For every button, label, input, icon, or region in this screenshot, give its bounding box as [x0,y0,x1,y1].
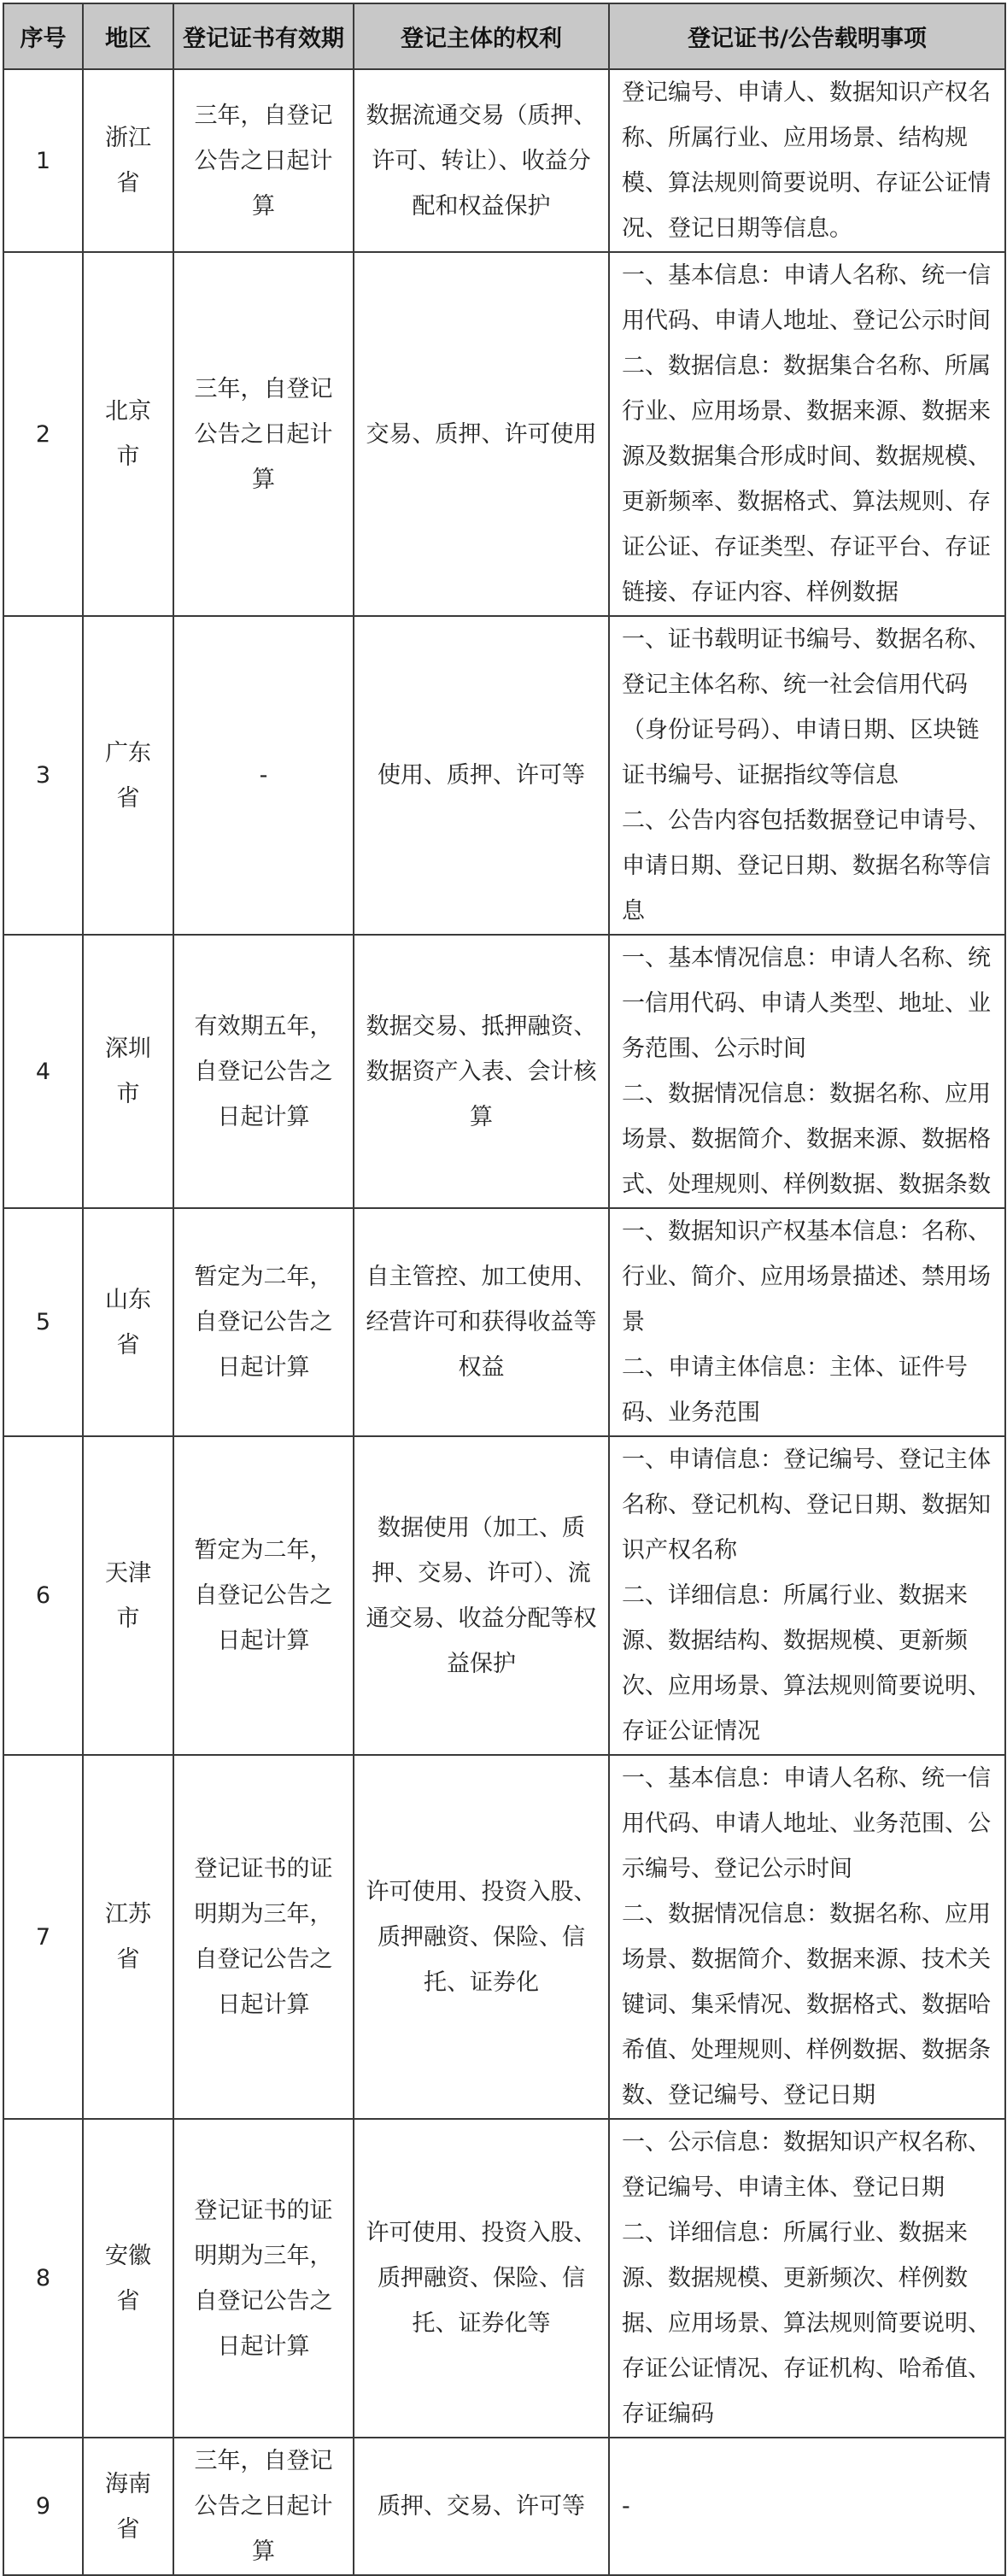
header-validity: 登记证书有效期 [173,3,354,69]
header-items: 登记证书/公告载明事项 [609,3,1005,69]
row-rights: 质押、交易、许可等 [354,2438,609,2575]
row-validity: 暂定为二年，自登记公告之日起计算 [173,1436,354,1755]
row-rights: 数据流通交易（质押、许可、转让）、收益分配和权益保护 [354,69,609,252]
row-index: 5 [3,1208,83,1436]
row-rights: 使用、质押、许可等 [354,616,609,935]
table-header [3,3,1005,69]
row-rights: 数据使用（加工、质押、交易、许可）、流通交易、收益分配等权益保护 [354,1436,609,1755]
row-items: 一、申请信息：登记编号、登记主体名称、登记机构、登记日期、数据知识产权名称 二、详细信息：所属行业、数据来源、数据结构、数据规模、更新频次、应用场景、算法规则简要说明、存证公证情况 [609,1436,1005,1755]
row-index: 7 [3,1755,83,2119]
registration-comparison-table [3,3,1006,2576]
table-row [3,1208,1005,1436]
table-row [3,69,1005,252]
header-region: 地区 [83,3,173,69]
row-rights: 数据交易、抵押融资、数据资产入表、会计核算 [354,935,609,1208]
row-rights: 自主管控、加工使用、经营许可和获得收益等权益 [354,1208,609,1436]
row-validity: 暂定为二年，自登记公告之日起计算 [173,1208,354,1436]
row-index: 4 [3,935,83,1208]
row-validity: 三年，自登记公告之日起计算 [173,69,354,252]
row-index: 2 [3,252,83,616]
row-region: 广东省 [83,616,173,935]
row-rights: 许可使用、投资入股、质押融资、保险、信托、证券化等 [354,2119,609,2438]
table-row [3,2119,1005,2438]
row-region: 江苏省 [83,1755,173,2119]
row-validity: 登记证书的证明期为三年，自登记公告之日起计算 [173,1755,354,2119]
row-items: 一、基本信息：申请人名称、统一信用代码、申请人地址、业务范围、公示编号、登记公示时间 二、数据情况信息：数据名称、应用场景、数据简介、数据来源、技术关键词、集采情况、数据格式、数据哈希值、处理规则、样例数据、数据条数、登记编号、登记日期 [609,1755,1005,2119]
row-region: 浙江省 [83,69,173,252]
row-region: 山东省 [83,1208,173,1436]
table-row [3,616,1005,935]
table-row [3,935,1005,1208]
row-region: 深圳市 [83,935,173,1208]
row-validity: 三年，自登记公告之日起计算 [173,2438,354,2575]
table-row [3,1755,1005,2119]
row-items: - [609,2438,1005,2575]
row-validity: 登记证书的证明期为三年，自登记公告之日起计算 [173,2119,354,2438]
row-index: 8 [3,2119,83,2438]
row-rights: 许可使用、投资入股、质押融资、保险、信托、证券化 [354,1755,609,2119]
table-row [3,1436,1005,1755]
header-index: 序号 [3,3,83,69]
row-index: 6 [3,1436,83,1755]
row-region: 海南省 [83,2438,173,2575]
row-index: 3 [3,616,83,935]
row-region: 天津市 [83,1436,173,1755]
row-items: 登记编号、申请人、数据知识产权名称、所属行业、应用场景、结构规模、算法规则简要说明、存证公证情况、登记日期等信息。 [609,69,1005,252]
row-items: 一、数据知识产权基本信息：名称、行业、简介、应用场景描述、禁用场景 二、申请主体信息：主体、证件号码、业务范围 [609,1208,1005,1436]
row-region: 北京市 [83,252,173,616]
row-validity: - [173,616,354,935]
row-index: 1 [3,69,83,252]
header-rights: 登记主体的权利 [354,3,609,69]
row-validity: 三年，自登记公告之日起计算 [173,252,354,616]
row-items: 一、基本信息：申请人名称、统一信用代码、申请人地址、登记公示时间 二、数据信息：数据集合名称、所属行业、应用场景、数据来源、数据来源及数据集合形成时间、数据规模、更新频率、数据格式、算法规则、存证公证、存证类型、存证平台、存证链接、存证内容、样例数据 [609,252,1005,616]
table-row [3,252,1005,616]
row-index: 9 [3,2438,83,2575]
table-row [3,2438,1005,2575]
row-region: 安徽省 [83,2119,173,2438]
row-rights: 交易、质押、许可使用 [354,252,609,616]
table-body [3,69,1005,2575]
row-items: 一、基本情况信息：申请人名称、统一信用代码、申请人类型、地址、业务范围、公示时间 二、数据情况信息：数据名称、应用场景、数据简介、数据来源、数据格式、处理规则、样例数据、数据条数 [609,935,1005,1208]
row-items: 一、证书载明证书编号、数据名称、登记主体名称、统一社会信用代码（身份证号码）、申请日期、区块链证书编号、证据指纹等信息 二、公告内容包括数据登记申请号、申请日期、登记日期、数据名称等信息 [609,616,1005,935]
row-items: 一、公示信息：数据知识产权名称、登记编号、申请主体、登记日期 二、详细信息：所属行业、数据来源、数据规模、更新频次、样例数据、应用场景、算法规则简要说明、存证公证情况、存证机构、哈希值、存证编码 [609,2119,1005,2438]
row-validity: 有效期五年，自登记公告之日起计算 [173,935,354,1208]
header-row [3,3,1005,69]
